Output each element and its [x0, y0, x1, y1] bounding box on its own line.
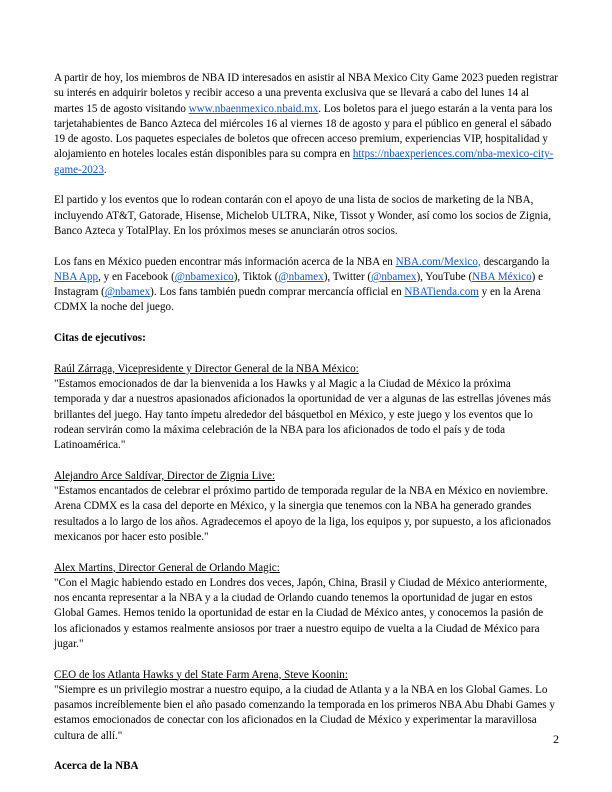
text-span: descargando la	[480, 255, 550, 268]
nba-app-link[interactable]: NBA App	[54, 270, 99, 283]
heading-about-nba: Acerca de la NBA	[54, 760, 139, 773]
quote-text: "Estamos encantados de celebrar el próximo partido de temporada regular de la NBA en México en noviembre. Arena CDMX es la casa del deporte en México, y la sinergia que tenemos con la NBA ha generado grandes resultados a lo largo de los años. Agradecemos el apoyo de la liga, los equipos y, por supuesto, a los aficionados mexicanos por hacer esto posible."	[54, 485, 551, 543]
text-span: ), Twitter (	[323, 270, 372, 283]
text-span: A partir de hoy, los miembros de NBA ID interesados en asistir al NBA Mexico City Game 2023 pueden registrar su interés en adquirir boletos y recibir acceso a una preventa exclusiva que se llevará a cabo del lunes 14 al martes 15 de agosto visitando	[54, 72, 558, 115]
nbaid-link[interactable]: www.nbaenmexico.nbaid.mx	[188, 102, 319, 115]
text-span: y en la Arena CDMX la noche del juego.	[54, 286, 541, 314]
text-span: ). Los fans también puedn comprar mercancía official en	[150, 286, 405, 299]
nba-experiences-link[interactable]: https://nbaexperiences.com/nba-mexico-city-game-2023	[54, 148, 554, 176]
paragraph-tickets	[54, 71, 558, 178]
quote-speaker: CEO de los Atlanta Hawks y del State Farm Arena, Steve Koonin:	[54, 668, 348, 681]
quote-speaker: Alex Martins, Director General de Orlando Magic:	[54, 561, 280, 574]
nbatienda-link[interactable]: NBATienda.com	[404, 286, 479, 299]
quote-text: "Estamos emocionados de dar la bienvenida a los Hawks y al Magic a la Ciudad de México la próxima temporada y dar a nuestros apasionados aficionados la oportunidad de ver a algunas de las estrellas jóvenes más brillantes del juego. Hay tanto ímpetu alrededor del básquetbol en México, y este juego y los eventos que lo rodean servirán como la máxima celebración de la NBA para los aficionados de todo el país y de toda Latinoamérica."	[54, 377, 551, 452]
instagram-link[interactable]: @nbamex	[104, 286, 151, 299]
text-span: ) e Instagram (	[54, 270, 544, 299]
text-span: ), Tiktok (	[233, 270, 279, 283]
twitter-link[interactable]: @nbamex	[371, 270, 417, 283]
quote-block	[54, 668, 558, 744]
text-span: . Los boletos para el juego estarán a la venta para los tarjetahabientes de Banco Azteca del miércoles 16 al viernes 18 de agosto y para el público en general el sábado 19 de agosto. Los paquetes especiales de boletos que ofrecen acceso premium, experiencias VIP, hospitalidad y alojamiento en hoteles locales están disponibles para su compra en	[54, 102, 553, 161]
quote-block	[54, 469, 558, 545]
text-span: .	[103, 163, 107, 176]
quote-block	[54, 362, 558, 454]
text-span: , y en Facebook (	[98, 270, 175, 283]
nba-com-mexico-link[interactable]: NBA.com/Mexico,	[395, 255, 481, 268]
quote-text: "Siempre es un privilegio mostrar a nuestro equipo, a la ciudad de Atlanta y a la NBA en los Global Games. Lo pasamos increíblemente bien el año pasado comenzando la temporada en los primeros NBA Abu Dhabi Games y estamos emocionados de conectar con los aficionados en la Ciudad de México y experimentar la maravillosa cultura de allí."	[54, 683, 555, 742]
quote-block	[54, 561, 558, 653]
quote-text: "Con el Magic habiendo estado en Londres dos veces, Japón, China, Brasil y Ciudad de México anteriormente, nos encanta representar a la NBA y a la ciudad de Orlando cuando tenemos la oportunidad de jugar en estos Global Games. Hemos tenido la oportunidad de estar en la Ciudad de México antes, y conocemos la pasión de los aficionados y estamos realmente ansiosos por traer a nuestro equipo de vuelta a la Ciudad de México para jugar."	[54, 576, 548, 650]
quote-speaker: Raúl Zárraga, Vicepresidente y Director General de la NBA México:	[54, 362, 359, 375]
page-number: 2	[553, 732, 559, 746]
tiktok-link[interactable]: @nbamex	[278, 270, 324, 283]
heading-quotes: Citas de ejecutivos:	[54, 332, 146, 345]
paragraph-fans	[54, 255, 558, 316]
text-span: Los fans en México pueden encontrar más información acerca de la NBA en	[54, 255, 396, 268]
youtube-link[interactable]: NBA México	[472, 270, 532, 283]
text-span: ), YouTube (	[416, 270, 473, 283]
paragraph-partners: El partido y los eventos que lo rodean contarán con el apoyo de una lista de socios de marketing de la NBA, incluyendo AT&T, Gatorade, Hisense, Michelob ULTRA, Nike, Tissot y Wonder, así como los socios de Zignia, Banco Azteca y TotalPlay. En los próximos meses se anunciarán otros socios.	[54, 194, 552, 237]
quote-speaker: Alejandro Arce Saldívar, Director de Zignia Live:	[54, 469, 276, 482]
facebook-link[interactable]: @nbamexico	[174, 270, 234, 283]
